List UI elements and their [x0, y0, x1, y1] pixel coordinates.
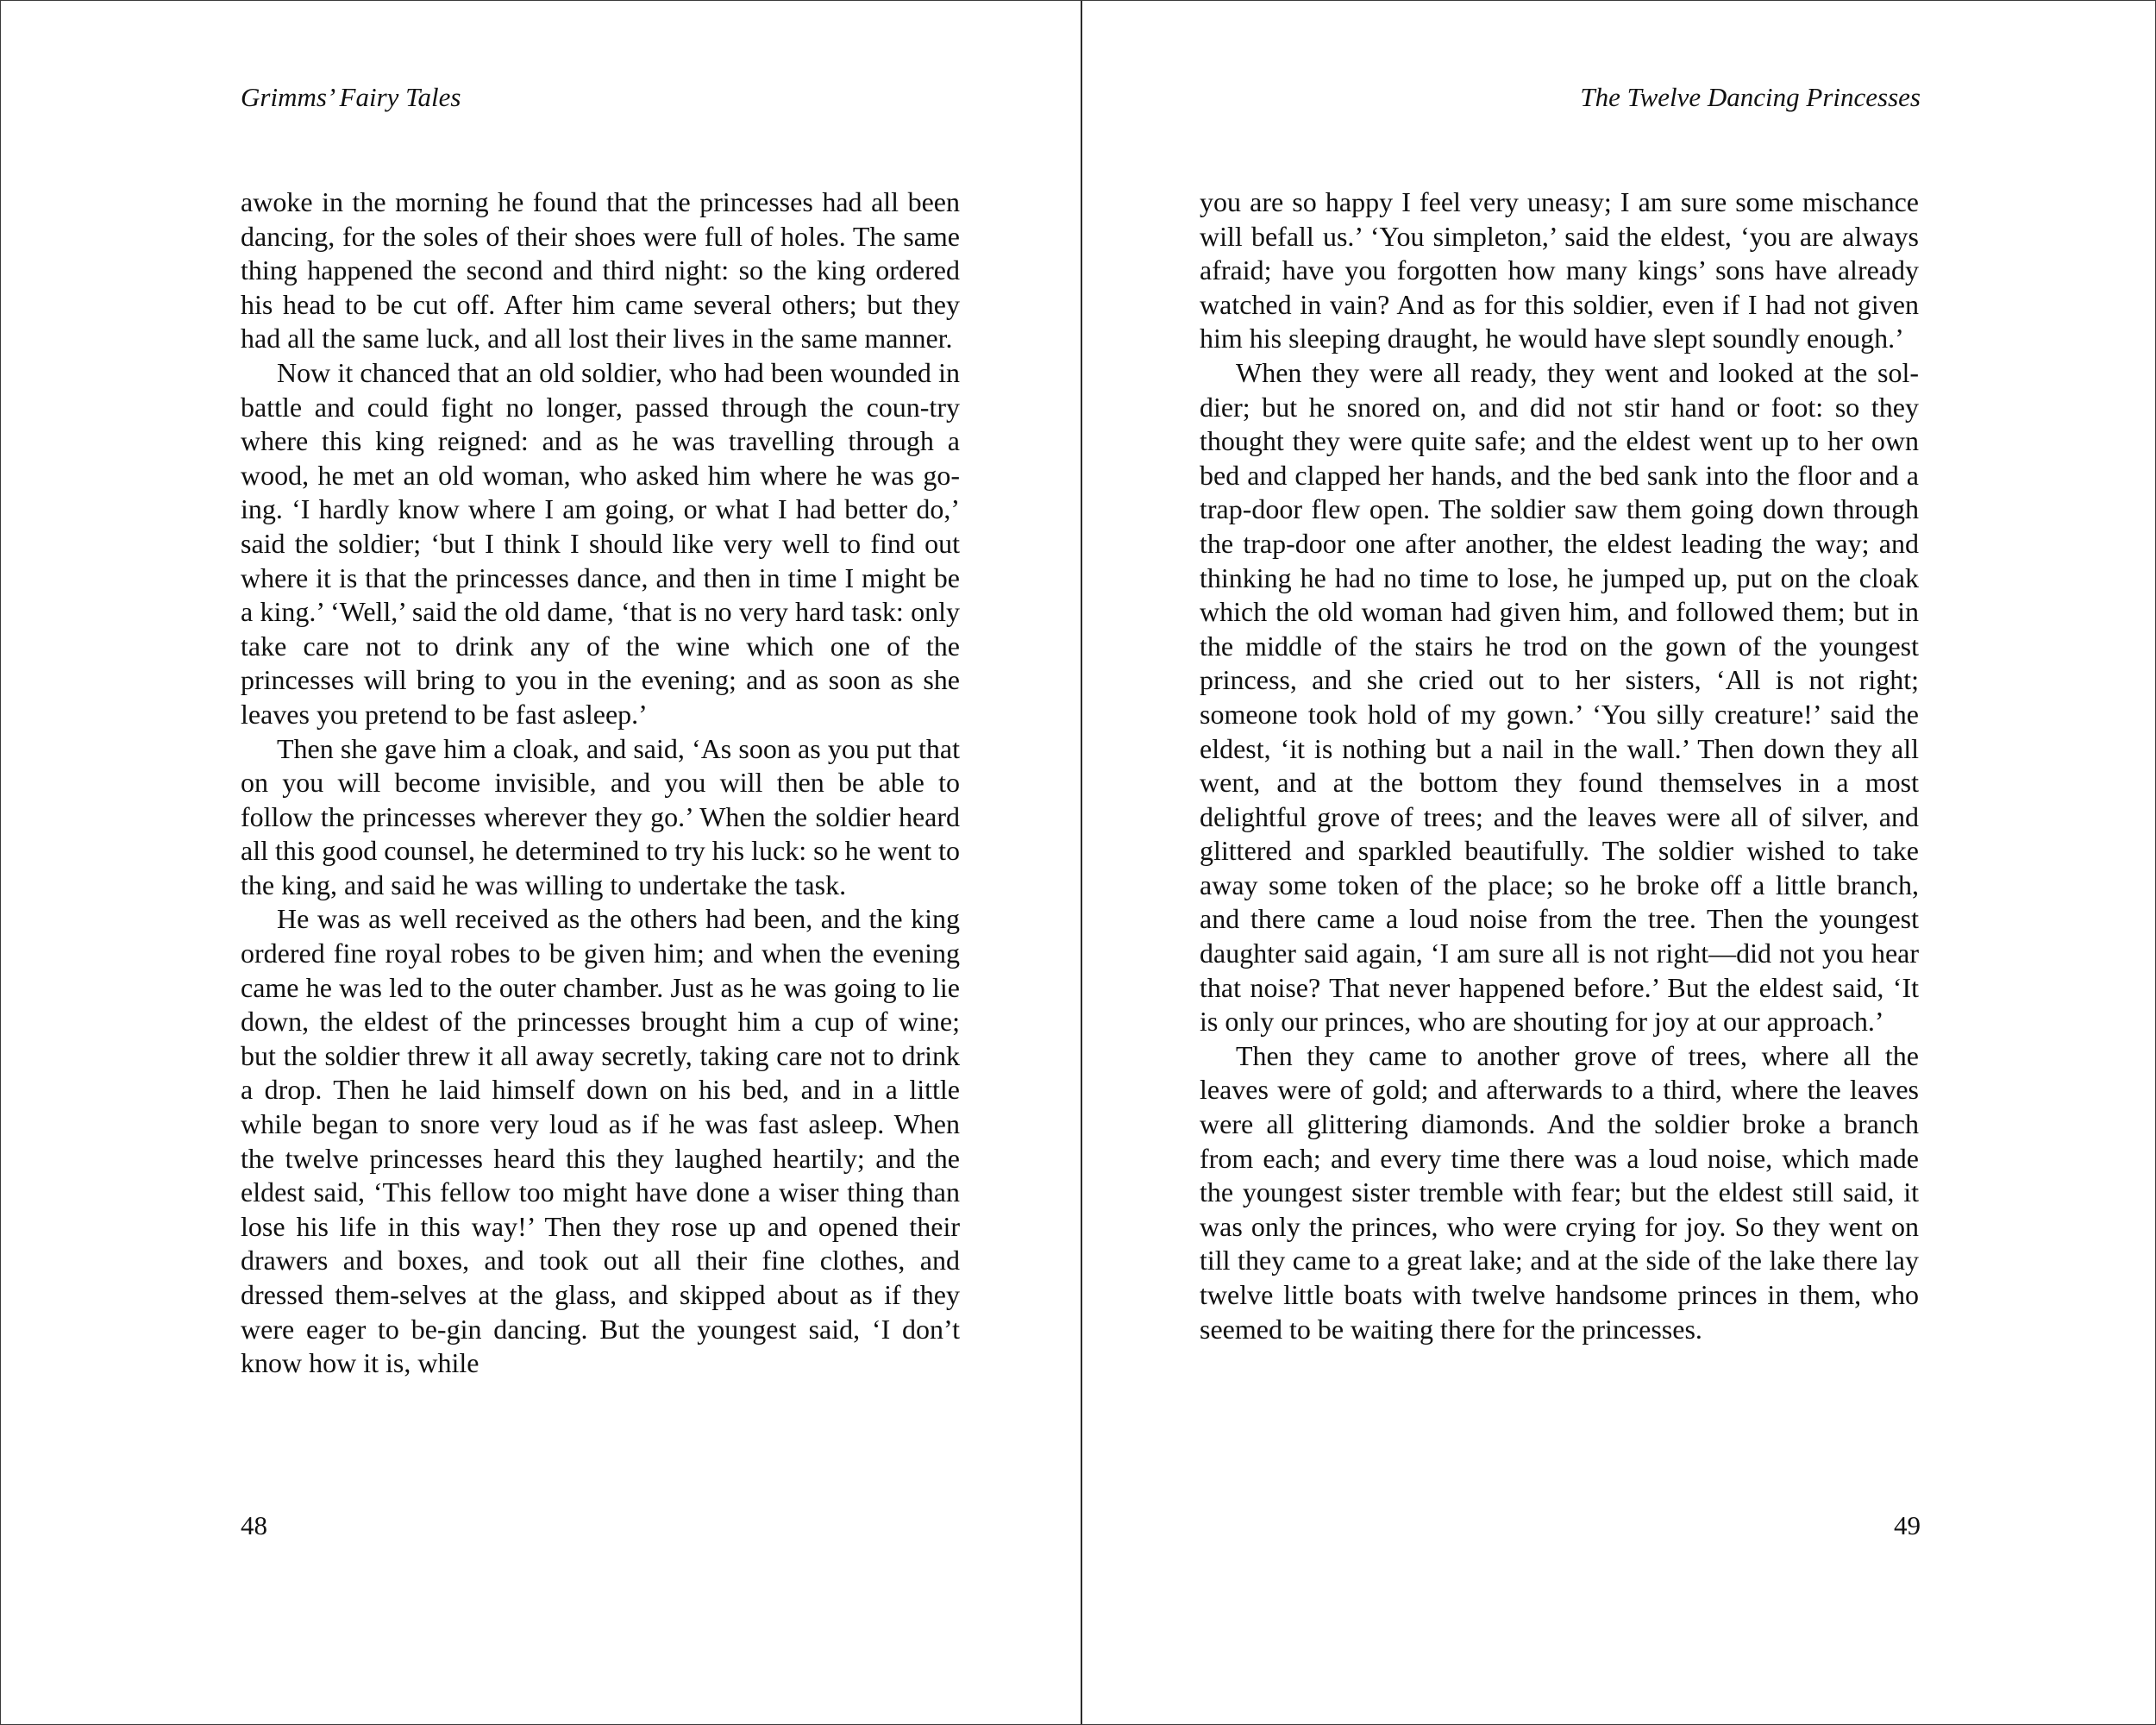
right-running-head: The Twelve Dancing Princesses	[1580, 82, 1921, 112]
right-page-number: 49	[1894, 1510, 1921, 1540]
paragraph: When they were all ready, they went and looked at the sol-dier; but he snored on, and did not stir hand or foot: so they thought they were quite safe; and the eldest went up to her own bed and clapped her hands, and the bed sank into the floor and a trap-door flew open. The soldier saw them going down through the trap-door one after another, the eldest leading the way; and thinking he had no time to lose, he jumped up, put on the cloak which the old woman had given him, and followed them; but in the middle of the stairs he trod on the gown of the youngest princess, and she cried out to her sisters, ‘All is not right; someone took hold of my gown.’ ‘You silly creature!’ said the eldest, ‘it is nothing but a nail in the wall.’ Then down they all went, and at the bottom they found themselves in a most delightful grove of trees; and the leaves were all of silver, and glittered and sparkled beautifully. The soldier wished to take away some token of the place; so he broke off a little branch, and there came a loud noise from the tree. Then the youngest daughter said again, ‘I am sure all is not right—did not you hear that noise? That never happened before.’ But the eldest said, ‘It is only our princes, who are shouting for joy at our approach.’	[1200, 356, 1919, 1038]
paragraph: He was as well received as the others had been, and the king ordered fine royal robes to be given him; and when the evening came he was led to the outer chamber. Just as he was going to lie down, the eldest of the princesses brought him a cup of wine; but the soldier threw it all away secretly, taking care not to drink a drop. Then he laid himself down on his bed, and in a little while began to snore very loud as if he was fast asleep. When the twelve princesses heard this they laughed heartily; and the eldest said, ‘This fellow too might have done a wiser thing than lose his life in this way!’ Then they rose up and opened their drawers and boxes, and took out all their fine clothes, and dressed them-selves at the glass, and skipped about as if they were eager to be-gin dancing. But the youngest said, ‘I don’t know how it is, while	[241, 903, 960, 1379]
paragraph: Then she gave him a cloak, and said, ‘As soon as you put that on you will become invisible, and you will then be able to follow the princesses wherever they go.’ When the soldier heard all this good counsel, he determined to try his luck: so he went to the king, and said he was willing to undertake the task.	[241, 732, 960, 900]
paragraph: you are so happy I feel very uneasy; I am sure some mischance will befall us.’ ‘You simpleton,’ said the eldest, ‘you are always afraid; have you forgotten how many kings’ sons have already watched in vain? And as for this soldier, even if I had not given him his sleeping draught, he would have slept soundly enough.’	[1200, 186, 1919, 354]
left-running-head: Grimms’ Fairy Tales	[241, 82, 461, 112]
paragraph: awoke in the morning he found that the princesses had all been dancing, for the soles of their shoes were full of holes. The same thing happened the second and third night: so the king ordered his head to be cut off. After him came several others; but they had all the same luck, and all lost their lives in the same manner.	[241, 186, 960, 354]
left-text-block	[241, 185, 960, 1381]
left-page-number: 48	[241, 1510, 267, 1540]
paragraph: Then they came to another grove of trees, where all the leaves were of gold; and afterwards to a third, where the leaves were all glittering diamonds. And the soldier broke a branch from each; and every time there was a loud noise, which made the youngest sister tremble with fear; but the eldest still said, it was only the princes, who were crying for joy. So they went on till they came to a great lake; and at the side of the lake there lay twelve little boats with twelve handsome princes in them, who seemed to be waiting there for the princesses.	[1200, 1039, 1919, 1345]
right-text-block	[1200, 185, 1919, 1346]
paragraph: Now it chanced that an old soldier, who had been wounded in battle and could fight no longer, passed through the coun-try where this king reigned: and as he was travelling through a wood, he met an old woman, who asked him where he was go-ing. ‘I hardly know where I am going, or what I had better do,’ said the soldier; ‘but I think I should like very well to find out where it is that the princesses dance, and then in time I might be a king.’ ‘Well,’ said the old dame, ‘that is no very hard task: only take care not to drink any of the wine which one of the princesses will bring to you in the evening; and as soon as she leaves you pretend to be fast asleep.’	[241, 356, 960, 730]
left-page	[1, 1, 1081, 1724]
right-page	[1081, 1, 2155, 1724]
